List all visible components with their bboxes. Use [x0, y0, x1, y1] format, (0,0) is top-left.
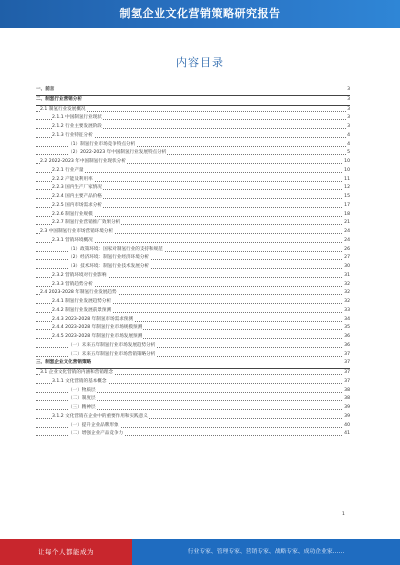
toc-row[interactable] — [36, 254, 350, 263]
toc-row[interactable] — [36, 413, 350, 422]
toc-entry-text: （1）制氢行业市场竞争特点分析 — [68, 141, 136, 150]
header-bar — [0, 0, 400, 28]
toc-entry-text: （一）提升企业品牌形象 — [68, 422, 120, 431]
toc-row[interactable] — [36, 228, 350, 237]
toc-row[interactable] — [36, 114, 350, 123]
toc-entry-page: 24 — [343, 237, 350, 246]
toc-entry-text: 2.1 制氢行业发展概况 — [40, 106, 87, 115]
toc-row[interactable] — [36, 281, 350, 290]
toc-entry-page: 21 — [343, 219, 350, 228]
toc-entry-text: 2.1.1 中国制氢行业现状 — [52, 114, 103, 123]
toc-entry-page: 3 — [346, 114, 350, 123]
toc-row[interactable] — [36, 272, 350, 281]
toc-row[interactable] — [36, 123, 350, 132]
toc-row[interactable] — [36, 404, 350, 413]
toc-entry-page: 37 — [343, 378, 350, 387]
toc-row[interactable] — [36, 422, 350, 431]
toc-row[interactable] — [36, 176, 350, 185]
toc-entry-text: 2.4.1 制氢行业发展趋势分析 — [52, 298, 112, 307]
toc-row[interactable] — [36, 324, 350, 333]
toc-entry-text: 3.1.1 文化营销的基本概念 — [52, 378, 108, 387]
toc-entry-text: （1）政策环境：国家对制氢行业的支持和规范 — [68, 246, 164, 255]
toc-entry-page: 24 — [343, 228, 350, 237]
toc-row[interactable] — [36, 219, 350, 228]
toc-entry-text: 一、前言 — [36, 86, 55, 95]
toc-entry-text: 2.4.4 2023-2028 年制氢行业市场规模预测 — [52, 324, 143, 333]
toc-entry-page: 31 — [343, 272, 350, 281]
toc-entry-text: 2.4.5 2023-2028 年制氢行业市场发展预测 — [52, 333, 143, 342]
toc-entry-page: 39 — [343, 413, 350, 422]
toc-entry-page: 32 — [343, 289, 350, 298]
toc-entry-text: 二、制氢行业营销分析 — [36, 96, 83, 105]
toc-entry-page: 37 — [343, 359, 350, 368]
toc-entry-text: 2.1.2 行业主要发展阶段 — [52, 123, 103, 132]
footer-slogan: 让每个人都能成为 — [38, 548, 94, 556]
toc-entry-text: 2.4.2 制氢行业发展前景预测 — [52, 307, 112, 316]
toc-entry-page: 34 — [343, 316, 350, 325]
toc-entry-page: 37 — [343, 369, 350, 378]
toc-entry-page: 35 — [343, 324, 350, 333]
toc-entry-page: 36 — [343, 333, 350, 342]
report-title: 制氢企业文化营销策略研究报告 — [119, 7, 281, 20]
toc-row[interactable] — [36, 378, 350, 387]
toc-row[interactable] — [36, 359, 350, 369]
toc-entry-text: （一）物质层 — [68, 387, 97, 396]
toc-row[interactable] — [36, 333, 350, 342]
toc-entry-page: 37 — [343, 351, 350, 360]
toc-row[interactable] — [36, 342, 350, 351]
toc-row[interactable] — [36, 141, 350, 150]
toc-entry-page: 36 — [343, 342, 350, 351]
toc-entry-page: 27 — [343, 254, 350, 263]
toc-row[interactable] — [36, 387, 350, 396]
toc-entry-page: 30 — [343, 263, 350, 272]
toc-heading: 内容目录 — [176, 56, 224, 69]
toc-row[interactable] — [36, 395, 350, 404]
toc-row[interactable] — [36, 193, 350, 202]
toc-entry-text: （三）精神层 — [68, 404, 97, 413]
toc-entry-page: 10 — [343, 167, 350, 176]
toc-entry-text: 2.2.2 产能及利用率 — [52, 176, 94, 185]
footer-tagline: 行业专家、管理专家、营销专家、战略专家、成功企业家…… — [187, 549, 345, 555]
toc-entry-text: 2.3 中国制氢行业市场营销环境分析 — [40, 228, 114, 237]
toc-entry-text: 2.2.3 国内生产厂家情况 — [52, 184, 103, 193]
toc-entry-page: 4 — [346, 141, 350, 150]
toc-entry-text: （2）2022-2023 年中国制氢行业发展特点分析 — [68, 149, 167, 158]
toc-entry-text: （二）未来五年制氢行业市场营销策略分析 — [68, 351, 156, 360]
toc-entry-page: 10 — [343, 158, 350, 167]
toc-row[interactable] — [36, 237, 350, 246]
toc-entry-page: 3 — [346, 123, 350, 132]
toc-entry-page: 15 — [343, 193, 350, 202]
toc-entry-text: 2.3.1 营销环境概况 — [52, 237, 94, 246]
toc-row[interactable] — [36, 307, 350, 316]
toc-row[interactable] — [36, 298, 350, 307]
toc-row[interactable] — [36, 246, 350, 255]
toc-entry-text: 3.1.2 文化营销在企业中的重要作用和实践意义 — [52, 413, 149, 422]
toc-row[interactable] — [36, 369, 350, 378]
toc-row[interactable] — [36, 202, 350, 211]
toc-entry-page: 3 — [346, 106, 350, 115]
footer-bar — [0, 539, 400, 565]
toc-entry-text: 2.4 2023-2028 年制氢行业发展趋势 — [40, 289, 118, 298]
toc-entry-text: 2.4.3 2023-2028 年制氢市场需求预测 — [52, 316, 134, 325]
toc-entry-page: 3 — [346, 86, 350, 95]
toc-entry-text: 2.2.4 国内主要产品价格 — [52, 193, 103, 202]
toc-row[interactable] — [36, 132, 350, 141]
toc-entry-page: 32 — [343, 298, 350, 307]
toc-entry-page: 3 — [346, 96, 350, 105]
toc-entry-page: 11 — [343, 176, 350, 185]
toc-entry-text: 2.3.2 营销环境对行业影响 — [52, 272, 108, 281]
toc-entry-page: 12 — [343, 184, 350, 193]
toc-row[interactable] — [36, 86, 350, 96]
toc-entry-page: 5 — [346, 149, 350, 158]
toc-row[interactable] — [36, 263, 350, 272]
toc-row[interactable] — [36, 96, 350, 106]
toc-row[interactable] — [36, 149, 350, 158]
toc-entry-text: 2.2.5 国内市场需求分析 — [52, 202, 103, 211]
toc-entry-page: 17 — [343, 202, 350, 211]
toc-entry-page: 38 — [343, 387, 350, 396]
toc-row[interactable] — [36, 316, 350, 325]
toc-entry-page: 32 — [343, 281, 350, 290]
toc-entry-text: 3.1 企业文化营销的内涵和营销理念 — [40, 369, 114, 378]
toc-entry-text: 三、制氢企业文化营销策略 — [36, 359, 92, 368]
toc-entry-text: 2.2.7 制氢行业营销推广效果分析 — [52, 219, 121, 228]
toc-row[interactable] — [36, 184, 350, 193]
toc-row[interactable] — [36, 430, 350, 439]
toc-entry-text: （3）技术环境：制氢行业技术发展分析 — [68, 263, 150, 272]
table-of-contents — [36, 86, 350, 439]
toc-entry-text: （2）经济环境：制氢行业经济环境分析 — [68, 254, 150, 263]
toc-entry-page: 39 — [343, 404, 350, 413]
toc-entry-page: 40 — [343, 422, 350, 431]
toc-row[interactable] — [36, 289, 350, 298]
page-number: 1 — [342, 512, 345, 517]
toc-row[interactable] — [36, 211, 350, 220]
toc-entry-text: 2.1.3 行业特征分析 — [52, 132, 94, 141]
toc-entry-text: 2.3.3 营销趋势分析 — [52, 281, 94, 290]
toc-entry-text: 2.2.6 制氢行业规模 — [52, 211, 94, 220]
toc-entry-text: （二）制度层 — [68, 395, 97, 404]
toc-entry-text: （二）增强企业产品竞争力 — [68, 430, 124, 439]
toc-entry-page: 41 — [343, 430, 350, 439]
toc-entry-page: 26 — [343, 246, 350, 255]
toc-entry-page: 33 — [343, 307, 350, 316]
toc-entry-page: 4 — [346, 132, 350, 141]
toc-row[interactable] — [36, 351, 350, 360]
toc-entry-page: 38 — [343, 395, 350, 404]
toc-row[interactable] — [36, 167, 350, 176]
toc-entry-text: （一）未来五年制氢行业市场发展趋势分析 — [68, 342, 156, 351]
toc-entry-text: 2.2.1 行业产量 — [52, 167, 85, 176]
toc-row[interactable] — [36, 106, 350, 115]
toc-entry-page: 18 — [343, 211, 350, 220]
toc-entry-text: 2.2 2022-2023 年中国制氢行业现状分析 — [40, 158, 127, 167]
toc-row[interactable] — [36, 158, 350, 167]
